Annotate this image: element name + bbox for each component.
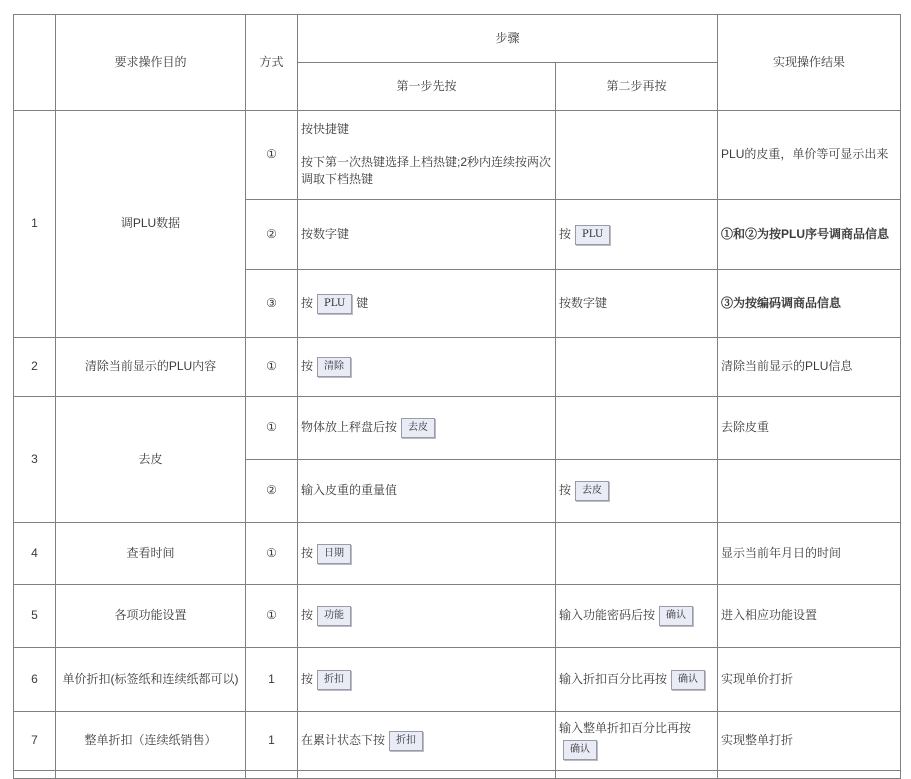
step1-text: 物体放上秤盘后按 <box>301 420 398 435</box>
result-cell: 实现整单打折 <box>718 712 901 771</box>
table-row <box>14 338 901 397</box>
step2-text: 输入折扣百分比再按 <box>559 671 668 686</box>
step2-cell <box>556 200 718 270</box>
step1-cell <box>298 648 556 712</box>
plu-key: PLU <box>575 225 610 245</box>
empty-cell <box>298 771 556 779</box>
step1-text: 在累计状态下按 <box>301 733 386 748</box>
function-key: 功能 <box>317 606 351 626</box>
header-purpose: 要求操作目的 <box>56 15 246 111</box>
confirm-key: 确认 <box>671 670 705 690</box>
table-row <box>14 523 901 585</box>
step1-cell: 输入皮重的重量值 <box>298 460 556 523</box>
result-cell: ③为按编码调商品信息 <box>718 270 901 338</box>
step2-cell <box>556 585 718 648</box>
discount-key: 折扣 <box>389 731 423 751</box>
empty-cell <box>556 771 718 779</box>
confirm-key: 确认 <box>563 740 597 760</box>
step1-text: 按 <box>301 359 314 374</box>
table-row-partial <box>14 771 901 779</box>
empty-cell <box>246 771 298 779</box>
purpose-cell: 查看时间 <box>56 523 246 585</box>
result-cell: ①和②为按PLU序号调商品信息 <box>718 200 901 270</box>
plu-key: PLU <box>317 294 352 314</box>
tare-key: 去皮 <box>401 418 435 438</box>
purpose-cell: 整单折扣（连续纸销售） <box>56 712 246 771</box>
purpose-cell: 调PLU数据 <box>56 111 246 338</box>
step1-cell <box>298 111 556 200</box>
step2-cell <box>556 460 718 523</box>
table-row <box>14 585 901 648</box>
discount-key: 折扣 <box>317 670 351 690</box>
step2-text: 输入整单折扣百分比再按 <box>559 721 692 736</box>
step2-cell <box>556 523 718 585</box>
purpose-cell: 清除当前显示的PLU内容 <box>56 338 246 397</box>
row-number: 1 <box>14 111 56 338</box>
table-row <box>14 648 901 712</box>
row-number: 5 <box>14 585 56 648</box>
step2-cell <box>556 648 718 712</box>
step1-cell <box>298 523 556 585</box>
row-number: 3 <box>14 397 56 523</box>
method-cell: ② <box>246 460 298 523</box>
result-cell: PLU的皮重，单价等可显示出来 <box>718 111 901 200</box>
method-cell: ① <box>246 338 298 397</box>
purpose-cell: 单价折扣(标签纸和连续纸都可以) <box>56 648 246 712</box>
table-row <box>14 397 901 460</box>
step1-text: 按 <box>301 545 314 560</box>
clear-key: 清除 <box>317 357 351 377</box>
step2-cell <box>556 712 718 771</box>
step2-text: 按 <box>559 483 572 498</box>
method-cell: ① <box>246 397 298 460</box>
step2-cell: 按数字键 <box>556 270 718 338</box>
confirm-key: 确认 <box>659 606 693 626</box>
table-row <box>14 712 901 771</box>
header-method: 方式 <box>246 15 298 111</box>
method-cell: ① <box>246 523 298 585</box>
purpose-cell: 各项功能设置 <box>56 585 246 648</box>
header-row-1 <box>14 15 901 63</box>
step1-text: 按 <box>301 671 314 686</box>
row-number: 4 <box>14 523 56 585</box>
step2-text: 输入功能密码后按 <box>559 608 656 623</box>
step1-text: 按 <box>301 608 314 623</box>
empty-cell <box>14 771 56 779</box>
purpose-cell: 去皮 <box>56 397 246 523</box>
step1-line1: 按快捷键 <box>301 122 350 137</box>
row-number: 6 <box>14 648 56 712</box>
method-cell: 1 <box>246 648 298 712</box>
result-cell: 实现单价打折 <box>718 648 901 712</box>
operation-table <box>13 14 901 779</box>
row-number: 2 <box>14 338 56 397</box>
empty-cell <box>718 771 901 779</box>
method-cell: ① <box>246 585 298 648</box>
step1-line2: 按下第一次热键选择上档热键;2秒内连续按两次调取下档热键 <box>301 154 552 187</box>
result-cell: 去除皮重 <box>718 397 901 460</box>
result-cell: 清除当前显示的PLU信息 <box>718 338 901 397</box>
step1-cell <box>298 270 556 338</box>
header-step2: 第二步再按 <box>556 63 718 111</box>
date-key: 日期 <box>317 544 351 564</box>
method-cell: ③ <box>246 270 298 338</box>
method-cell: ① <box>246 111 298 200</box>
step2-cell <box>556 397 718 460</box>
tare-key: 去皮 <box>575 481 609 501</box>
header-result: 实现操作结果 <box>718 15 901 111</box>
step2-text: 按 <box>559 226 572 241</box>
table-row <box>14 111 901 200</box>
step2-cell <box>556 111 718 200</box>
result-cell <box>718 460 901 523</box>
header-steps: 步骤 <box>298 15 718 63</box>
header-index <box>14 15 56 111</box>
step2-cell <box>556 338 718 397</box>
step1-cell <box>298 338 556 397</box>
step1-text-after: 键 <box>356 295 369 310</box>
step1-cell <box>298 712 556 771</box>
result-cell: 显示当前年月日的时间 <box>718 523 901 585</box>
step1-cell <box>298 585 556 648</box>
step1-cell: 按数字键 <box>298 200 556 270</box>
step1-text: 按 <box>301 295 314 310</box>
method-cell: 1 <box>246 712 298 771</box>
method-cell: ② <box>246 200 298 270</box>
header-step1: 第一步先按 <box>298 63 556 111</box>
step1-cell <box>298 397 556 460</box>
empty-cell <box>56 771 246 779</box>
result-cell: 进入相应功能设置 <box>718 585 901 648</box>
row-number: 7 <box>14 712 56 771</box>
